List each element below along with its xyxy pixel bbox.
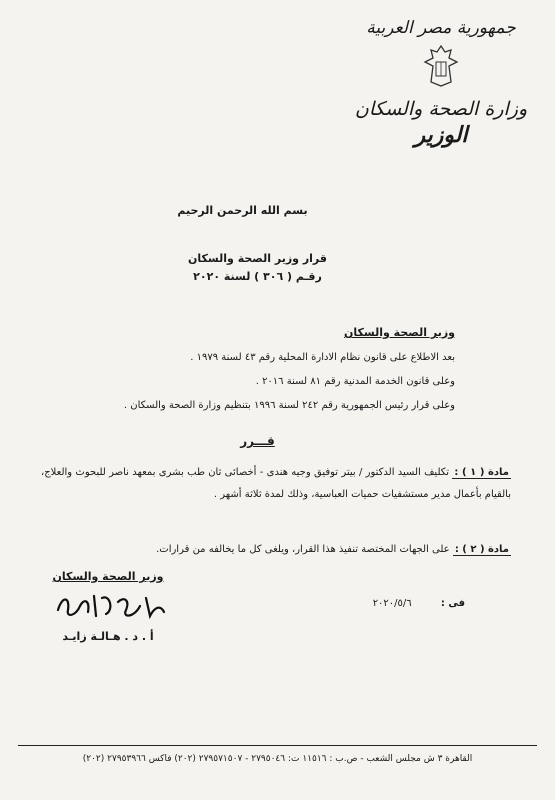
- preamble-line: بعد الاطلاع على قانون نظام الادارة المحلية رقم ٤٣ لسنة ١٩٧٩ .: [190, 352, 455, 363]
- decree-title: قرار وزير الصحة والسكان: [188, 252, 327, 265]
- article-2-label: مادة ( ٢ ) :: [454, 544, 509, 555]
- handwritten-signature: [50, 588, 170, 624]
- article-1-label: مادة ( ١ ) :: [454, 467, 509, 478]
- article-2: [41, 544, 511, 555]
- minister-heading: وزير الصحة والسكان: [344, 326, 455, 339]
- article-2-text: على الجهات المختصة تنفيذ هذا القرار، ويلغى كل ما يخالفه من قرارات.: [156, 544, 450, 555]
- article-1: [41, 462, 511, 506]
- decree-date: [373, 598, 465, 609]
- footer-divider: [18, 745, 537, 746]
- ministry-name: وزارة الصحة والسكان: [354, 98, 528, 120]
- article-1-text: تكليف السيد الدكتور / بيتر توفيق وجيه هندى - أخصائى ثان طب بشرى بمعهد ناصر للبحوث والعلاج، بالقيام بأعمال مدير مستشفيات حميات العباسية، وذلك لمدة ثلاثة أشهر .: [41, 467, 511, 500]
- eagle-emblem-icon: [421, 42, 461, 90]
- signatory-title: وزير الصحة والسكان: [52, 570, 164, 583]
- footer-address: القاهرة ٣ ش مجلس الشعب - ص.ب : ١١٥١٦ ت: ٢٧٩٥٠٤٦ - ٢٧٩٥٧١٥٠٧ (٢٠٢) فاكس ٢٧٩٥٣٩٦٦ (٢٠٢): [82, 754, 473, 764]
- preamble-line: وعلى قانون الخدمة المدنية رقم ٨١ لسنة ٢٠١٦ .: [255, 376, 455, 387]
- decision-heading: قـــرر: [240, 434, 275, 448]
- letterhead: [341, 18, 541, 148]
- basmala: بسم الله الرحمن الرحيم: [177, 204, 308, 217]
- date-value: ٢٠٢٠/٥/٦: [372, 598, 412, 609]
- office-name: الوزير: [414, 122, 468, 148]
- date-label: فى :: [440, 598, 465, 609]
- signatory-name: أ . د . هـالـة زايـد: [62, 630, 154, 643]
- preamble-line: وعلى قرار رئيس الجمهورية رقم ٢٤٢ لسنة ١٩٩٦ بتنظيم وزارة الصحة والسكان .: [123, 400, 455, 411]
- republic-name: جمهورية مصر العربية: [366, 18, 516, 38]
- decree-number: رقـم ( ٣٠٦ ) لسنة ٢٠٢٠: [193, 270, 322, 283]
